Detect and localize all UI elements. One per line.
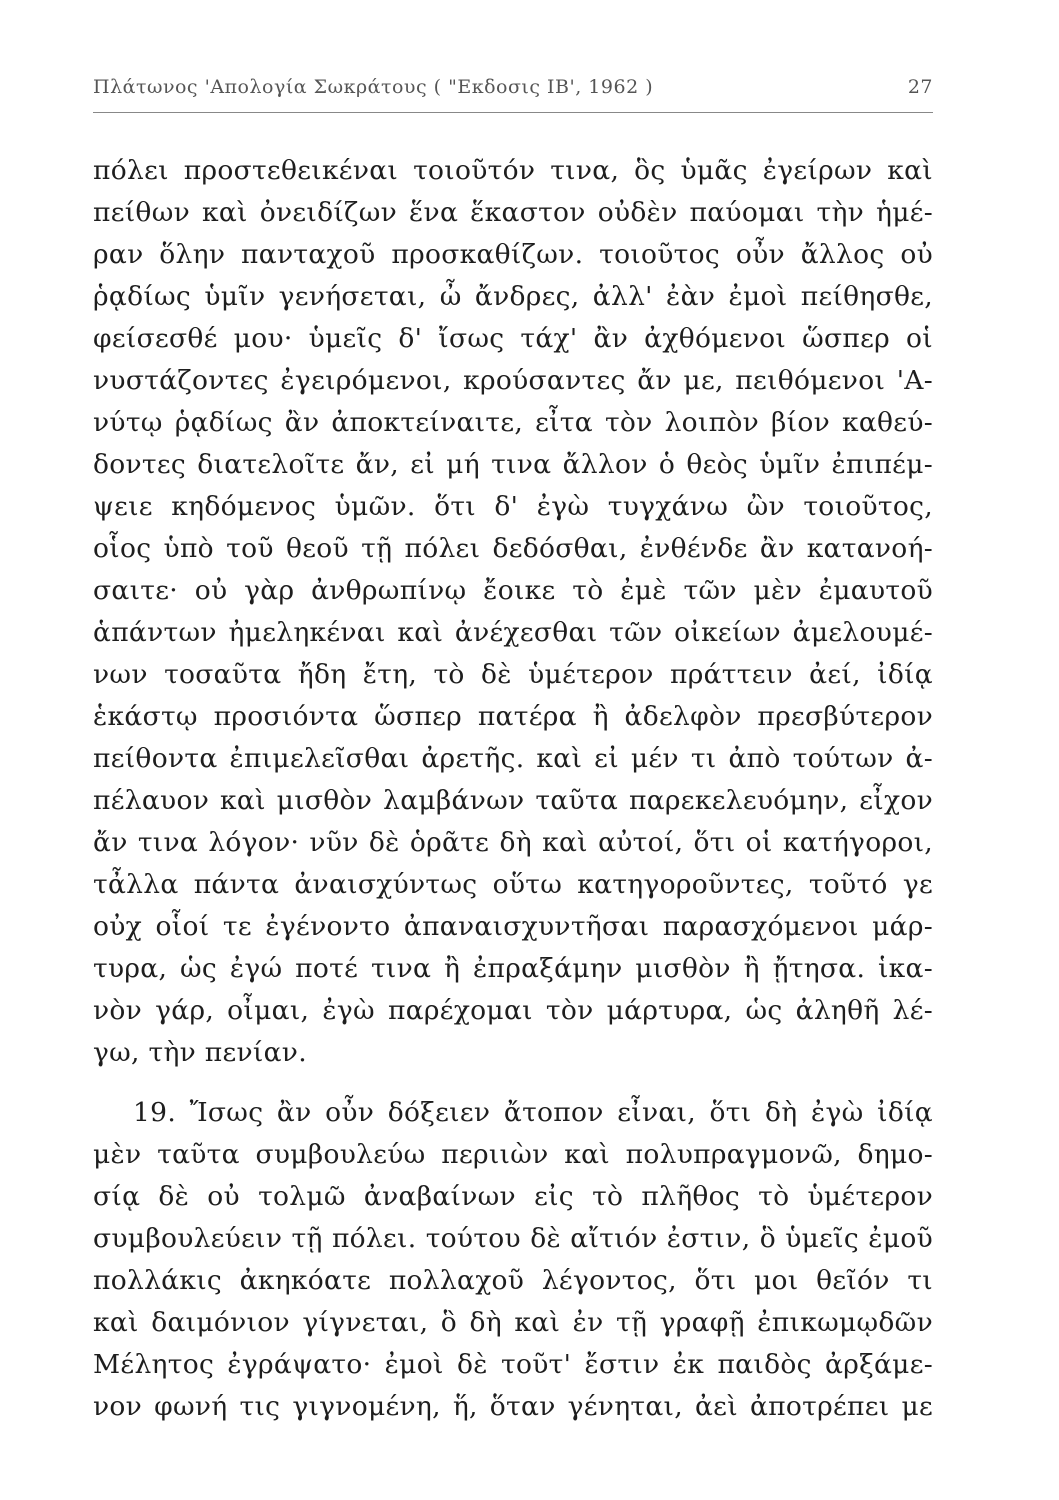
text-line: ἄν τινα λόγον· νῦν δὲ ὁρᾶτε δὴ καὶ αὐτοί, ὅτι οἱ κατήγοροι, [93,827,933,858]
header-rule [93,112,933,113]
text-line: ῥᾳδίως ὑμῖν γενήσεται, ὦ ἄνδρες, ἀλλ' ἐὰν ἐμοὶ πείθησθε, [93,281,933,312]
text-line: πείθων καὶ ὀνειδίζων ἕνα ἕκαστον οὐδὲν παύομαι τὴν ἡμέ- [93,197,933,228]
text-line: γω, τὴν πενίαν. [93,1037,307,1068]
text-line: ψειε κηδόμενος ὑμῶν. ὅτι δ' ἐγὼ τυγχάνω ὢν τοιοῦτος, [93,491,933,522]
text-line: φείσεσθέ μου· ὑμεῖς δ' ἴσως τάχ' ἂν ἀχθόμενοι ὥσπερ οἱ [93,323,933,354]
text-line: 19. Ἴσως ἂν οὖν δόξειεν ἄτοπον εἶναι, ὅτι δὴ ἐγὼ ἰδίᾳ [133,1097,933,1128]
text-line: νυστάζοντες ἐγειρόμενοι, κρούσαντες ἄν με, πειθόμενοι 'Α- [93,365,933,396]
text-line: πείθοντα ἐπιμελεῖσθαι ἀρετῆς. καὶ εἰ μέν τι ἀπὸ τούτων ἀ- [93,743,933,774]
text-line: οὐχ οἷοί τε ἐγένοντο ἀπαναισχυντῆσαι παρασχόμενοι μάρ- [93,911,933,942]
text-line: σίᾳ δὲ οὐ τολμῶ ἀναβαίνων εἰς τὸ πλῆθος τὸ ὑμέτερον [93,1181,933,1212]
page-number: 27 [907,76,933,98]
running-header [93,76,933,108]
text-line: νύτῳ ῥᾳδίως ἂν ἀποκτείναιτε, εἶτα τὸν λοιπὸν βίον καθεύ- [93,407,933,438]
text-line: δοντες διατελοῖτε ἄν, εἰ μή τινα ἄλλον ὁ θεὸς ὑμῖν ἐπιπέμ- [93,449,933,480]
text-line: καὶ δαιμόνιον γίγνεται, ὃ δὴ καὶ ἐν τῇ γραφῇ ἐπικωμῳδῶν [93,1307,933,1338]
text-line: ἑκάστῳ προσιόντα ὥσπερ πατέρα ἢ ἀδελφὸν πρεσβύτερον [93,701,933,732]
text-line: πέλαυον καὶ μισθὸν λαμβάνων ταῦτα παρεκελευόμην, εἶχον [93,785,933,816]
text-line: σαιτε· οὐ γὰρ ἀνθρωπίνῳ ἔοικε τὸ ἐμὲ τῶν μὲν ἐμαυτοῦ [93,575,933,606]
text-line: πόλει προστεθεικέναι τοιοῦτόν τινα, ὃς ὑμᾶς ἐγείρων καὶ [93,155,933,186]
text-line: νον φωνή τις γιγνομένη, ἥ, ὅταν γένηται, ἀεὶ ἀποτρέπει με [93,1391,933,1422]
text-line: ἁπάντων ἠμεληκέναι καὶ ἀνέχεσθαι τῶν οἰκείων ἀμελουμέ- [93,617,933,648]
text-line: τυρα, ὡς ἐγώ ποτέ τινα ἢ ἐπραξάμην μισθὸν ἢ ᾔτησα. ἱκα- [93,953,933,984]
text-line: τἆλλα πάντα ἀναισχύντως οὕτω κατηγοροῦντες, τοῦτό γε [93,869,933,900]
text-line: νὸν γάρ, οἶμαι, ἐγὼ παρέχομαι τὸν μάρτυρα, ὡς ἀληθῆ λέ- [93,995,933,1026]
text-line: νων τοσαῦτα ἤδη ἔτη, τὸ δὲ ὑμέτερον πράττειν ἀεί, ἰδίᾳ [93,659,933,690]
text-line: Μέλητος ἐγράψατο· ἐμοὶ δὲ τοῦτ' ἔστιν ἐκ παιδὸς ἀρξάμε- [93,1349,933,1380]
text-line: πολλάκις ἀκηκόατε πολλαχοῦ λέγοντος, ὅτι μοι θεῖόν τι [93,1265,933,1296]
text-line: συμβουλεύειν τῇ πόλει. τούτου δὲ αἴτιόν ἐστιν, ὃ ὑμεῖς ἐμοῦ [93,1223,933,1254]
running-title: Πλάτωνος 'Απολογία Σωκράτους ( "Εκδοσις ΙΒ', 1962 ) [93,76,654,98]
text-line: ραν ὅλην πανταχοῦ προσκαθίζων. τοιοῦτος οὖν ἄλλος οὐ [93,239,933,270]
text-line: μὲν ταῦτα συμβουλεύω περιιὼν καὶ πολυπραγμονῶ, δημο- [93,1139,933,1170]
text-line: οἷος ὑπὸ τοῦ θεοῦ τῇ πόλει δεδόσθαι, ἐνθένδε ἂν κατανοή- [93,533,933,564]
